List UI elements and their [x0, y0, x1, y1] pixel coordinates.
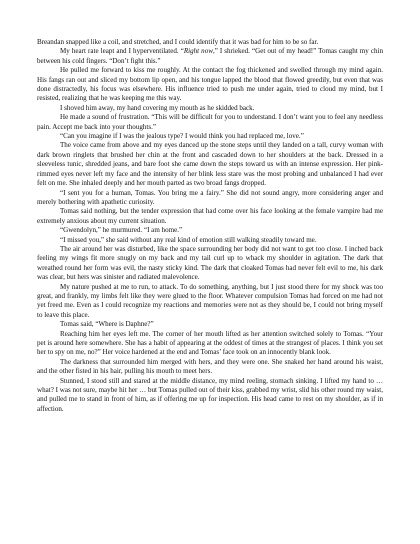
paragraph-6: “Can you imagine if I was the jealous type? I would think you had replaced me, love.”	[60, 132, 304, 141]
paragraph-8: “I sent you for a human, Tomas. You bring me a fairy.” She did not sound angry, more considering anger and merely bothering with apathetic curiosity.	[37, 188, 383, 206]
paragraph-15: Reaching him her eyes left me. The corner of her mouth lifted as her attention switched solely to Tomas. “Your pet is around here somewhere. She has a habit of appearing at the oddest of times at the strangest of places. I think you set her to spy on me, no?” Her voice hardened at the end and Tomas’ face took on an innocently blank look.	[37, 329, 383, 357]
paragraph-3: He pulled me forward to kiss me roughly. At the contact the fog thickened and swelled through my mind again. His fangs ran out and sliced my bottom lip open, and his tongue lapped the blood that flowed greedily, but even that was done distractedly, his focus was elsewhere. His influence tried to push me under again, tried to cloud my mind, but I resisted, realizing that he was keeping me this way.	[37, 66, 383, 103]
paragraph-10: “Gwendolyn,” he murmured. “I am home.”	[60, 226, 183, 235]
paragraph-1: Breandan snapped like a coil, and stretched, and I could identify that it was bad for him to be so far.	[37, 38, 319, 46]
paragraph-14: Tomas said, “Where is Daphne?”	[60, 320, 154, 329]
paragraph-4: I shoved him away, my hand covering my mouth as he skidded back.	[60, 103, 255, 112]
paragraph-2: My heart rate leapt and I hyperventilated. “Right now,” I shrieked. “Get out of my head!” Tomas caught my chin between his cold fingers. “Don’t fight this.”	[37, 47, 383, 65]
paragraph-5: He made a sound of frustration. “This will be difficult for you to understand. I don’t want you to feel any needless pain. Accept me back into your thoughts.”	[37, 113, 383, 131]
paragraph-13: My nature pushed at me to run, to attack. To do something, anything, but I just stood there for my shock was too great, and frankly, my limbs felt like they were glued to the floor. Whatever compulsion Tomas had forced on me had not yet freed me. Even as I could recognize my reactions and memories were not as they should be, I could not bring myself to leave this place.	[37, 282, 383, 319]
paragraph-11: “I missed you,” she said without any real kind of emotion still walking steadily toward me.	[60, 235, 317, 244]
paragraph-7: The voice came from above and my eyes danced up the stone steps until they landed on a tall, curvy woman with dark brown ringlets that brushed her chin at the front and cascaded down to her shoulders at the back. Dressed in a sleeveless tunic, shredded jeans, and bare foot she came down the steps toward us with an intense expression. Her pink-rimmed eyes never left my face and the intensity of her blink less stare was the most probing and unbalanced I had ever felt on me. She inhaled deeply and her mouth parted as two broad fangs dropped.	[37, 141, 383, 188]
paragraph-12: The air around her was disturbed, like the space surrounding her body did not want to get too close. I inched back feeling my wings fit more snugly on my back and my tail curl up to whack my shoulder in agitation. The dark that wreathed round her form was evil, the nasty sticky kind. The dark that cloaked Tomas had never felt evil to me, his dark was clear, but hers was sinister and radiated malevolence.	[37, 244, 383, 282]
paragraph-9: Tomas said nothing, but the tender expression that had come over his face looking at the female vampire had me extremely anxious about my current situation.	[37, 207, 383, 225]
paragraph-16: The darkness that surrounded him merged with hers, and they were one. She snaked her hand around his waist, and the other fisted in his hair, pulling his mouth to meet hers.	[37, 357, 383, 376]
paragraph-17: Stunned, I stood still and stared at the middle distance, my mind reeling, stomach sinking. I lifted my hand to … what? I was not sure, maybe hit her … but Tomas pulled out of their kiss, grabbed my wrist, slid his other round my waist, and pulled me to stand in front of him, as if offering me up for inspection. His head came to rest on my shoulder, as if in affection.	[37, 376, 383, 413]
document-page	[37, 38, 383, 414]
